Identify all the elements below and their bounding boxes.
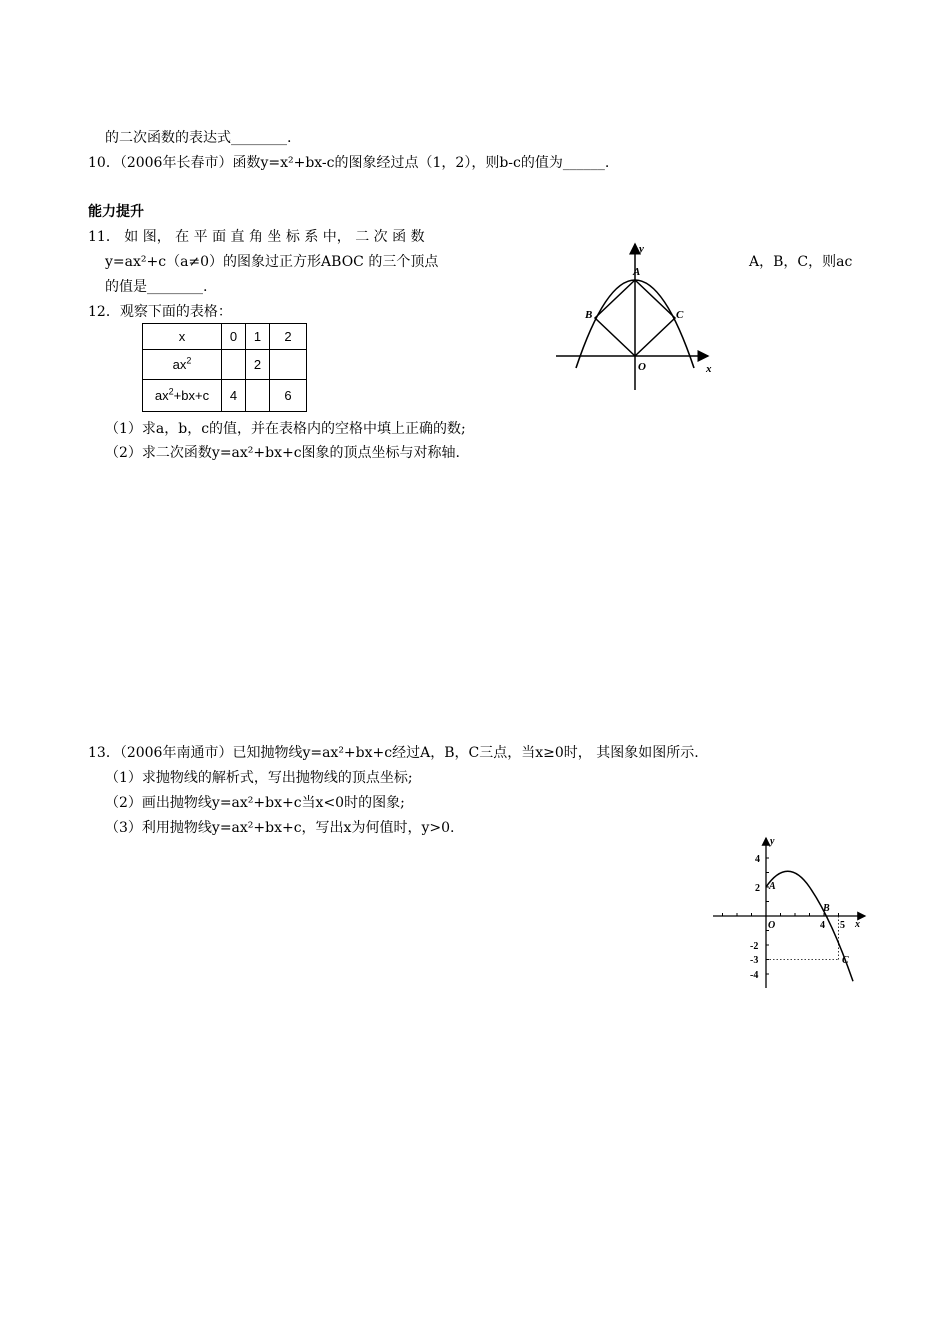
table-cell: 1 (246, 324, 270, 350)
q13-part2: （2）画出抛物线y=ax²+bx+c当x<0时的图象; (105, 795, 405, 811)
q11-line2: y=ax²+c（a≠0）的图象过正方形ABOC 的三个顶点 (105, 254, 439, 270)
table-cell: 2 (270, 324, 307, 350)
q12-title: 12．观察下面的表格： (88, 304, 232, 320)
table-cell (246, 380, 270, 412)
table-row (143, 380, 307, 412)
q12-table (142, 323, 307, 412)
y-tick-label: 2 (755, 883, 760, 894)
table-cell: 0 (222, 324, 246, 350)
table-cell: 6 (270, 380, 307, 412)
y-tick-label: 4 (755, 854, 760, 865)
fig13-y-label: y (770, 836, 775, 847)
point-b-label: B (823, 903, 830, 914)
table-cell (222, 350, 246, 380)
q11-line2-right: A，B，C，则ac (749, 254, 853, 270)
table-row (143, 350, 307, 380)
point-c-label: C (676, 309, 684, 321)
q9-tail: 的二次函数的表达式________. (105, 130, 292, 146)
q11-line3: 的值是________. (105, 279, 208, 295)
table-row (143, 324, 307, 350)
q11-figure (548, 238, 728, 398)
table-cell: 2 (246, 350, 270, 380)
fig13-x-label: x (855, 919, 860, 930)
fig11-y-label: y (639, 243, 644, 255)
q13-part3: （3）利用抛物线y=ax²+bx+c，写出x为何值时，y>0. (105, 820, 455, 836)
x-tick-label: 5 (840, 920, 845, 931)
table-cell (270, 350, 307, 380)
question-10: 10．（2006年长春市）函数y=x²+bx-c的图象经过点（1，2），则b-c的值为______. (88, 155, 610, 171)
table-cell: $ax^2+bx+c$ (143, 380, 222, 412)
table-cell: $ax^2$ (143, 350, 222, 380)
table-cell: x (143, 324, 222, 350)
origin-label: O (768, 920, 776, 931)
point-a-label: A (633, 266, 641, 278)
q11-line1: 11． 如 图， 在 平 面 直 角 坐 标 系 中， 二 次 函 数 (88, 229, 425, 245)
y-tick-label: -4 (750, 970, 759, 981)
point-b-label: B (585, 309, 593, 321)
section-title: 能力提升 (88, 204, 144, 220)
origin-label: O (638, 361, 646, 373)
point-a-label: A (769, 881, 776, 892)
question-13: 13．（2006年南通市）已知抛物线y=ax²+bx+c经过A，B，C三点，当x≥0时， 其图象如图所示. (88, 745, 699, 761)
y-tick-label: -2 (750, 941, 759, 952)
y-tick-label: -3 (750, 955, 759, 966)
table-cell: 4 (222, 380, 246, 412)
fig11-x-label: x (706, 363, 712, 375)
q12-part2: （2）求二次函数y=ax²+bx+c图象的顶点坐标与对称轴. (105, 445, 461, 461)
q13-figure (705, 832, 875, 992)
point-c-label: C (842, 955, 849, 966)
q13-part1: （1）求抛物线的解析式，写出抛物线的顶点坐标; (105, 770, 413, 786)
q12-part1: （1）求a，b，c的值，并在表格内的空格中填上正确的数; (105, 421, 466, 437)
x-tick-label: 4 (820, 920, 825, 931)
